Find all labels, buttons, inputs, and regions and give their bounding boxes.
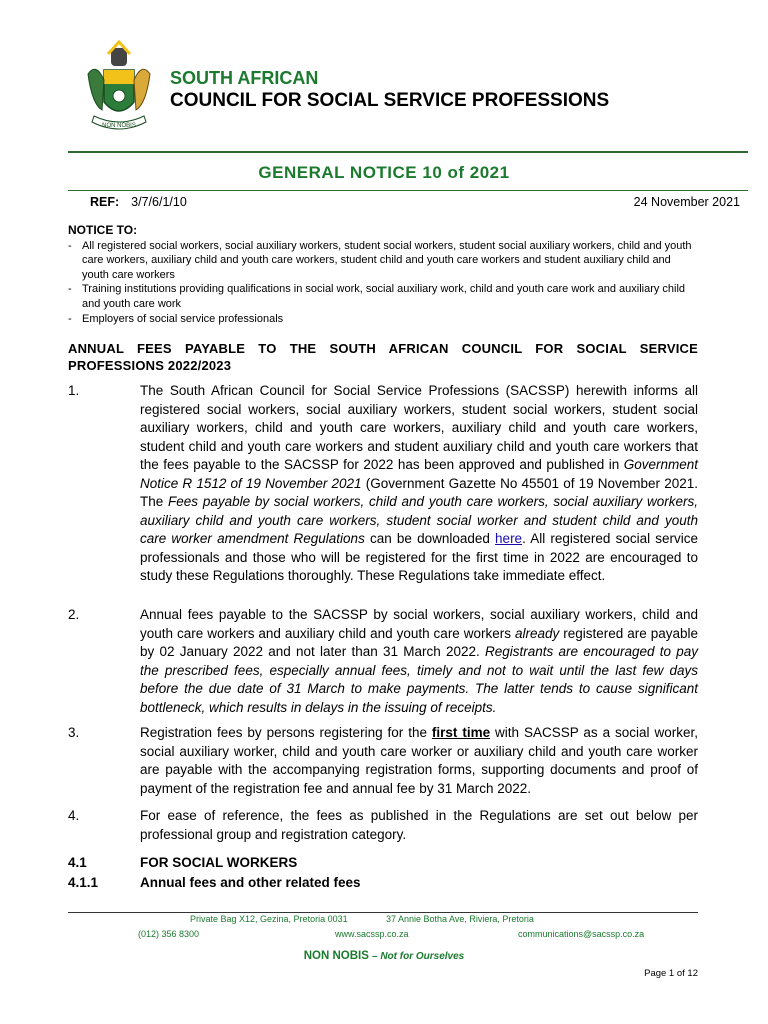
footer-divider [68,912,698,913]
paragraph-2: 2. Annual fees payable to the SACSSP by social workers, social auxiliary workers, child and youth care workers and auxiliary child and youth care workers already registered are payable by 02 January 2022 and not later than 31 March 2022. Registrants are encouraged to pay the prescribed fees, especially annual fees, timely and not to wait until the last few days before the due date of 31 March to make payments. The latter tends to cause significant bottleneck, which results in delays in the issuing of receipts. [68,607,698,715]
coat-of-arms-logo [84,40,154,136]
footer-email[interactable]: communications@sacssp.co.za [518,929,645,939]
page-number: Page 1 of 12 [644,968,698,979]
footer-motto: NON NOBIS – Not for Ourselves [303,950,465,962]
list-item: - All registered social workers, social auxiliary workers, student social workers, student social auxiliary workers, child and youth care workers, auxiliary child and youth care workers, student child and youth care workers and student auxiliary child and youth care workers [68,239,692,281]
organisation-name [170,67,609,113]
paragraph-3: 3. Registration fees by persons registering for the first time with SACSSP as a social worker, social auxiliary worker, child and youth care worker or auxiliary child and youth care worker are payable with the accompanying registration forms, supporting documents and proof of payment of the registration fee and annual fee by 31 March 2022. [68,725,698,796]
header-divider [68,151,748,153]
notice-to-block [68,223,700,326]
notice-date: 24 November 2021 [633,195,740,209]
paragraph-4: 4. For ease of reference, the fees as published in the Regulations are set out below per professional group and registration category. [68,808,698,842]
footer-phone: (012) 356 8300 [138,929,200,939]
list-item: - Employers of social service professionals [68,312,284,325]
section-heading: ANNUAL FEES PAYABLE TO THE SOUTH AFRICAN COUNCIL FOR SOCIAL SERVICE PROFESSIONS 2022/2023 [68,341,698,373]
footer-street-address: 37 Annie Botha Ave, Riviera, Pretoria [386,914,534,924]
ref-label: REF: [90,195,120,209]
footer-website[interactable]: www.sacssp.co.za [335,929,409,939]
reference [90,195,187,209]
org-line-2: COUNCIL FOR SOCIAL SERVICE PROFESSIONS [170,90,610,111]
list-item: - Training institutions providing qualifications in social work, social auxiliary work, child and youth care work and auxiliary child and youth care work [68,283,686,310]
crest-motto: NON NOBIS [102,123,136,129]
subsection-4-1-1: 4.1.1 Annual fees and other related fees [68,875,361,890]
org-line-1: SOUTH AFRICAN [170,68,319,88]
download-regulations-link[interactable]: here [495,531,523,546]
subsection-4-1: 4.1 FOR SOCIAL WORKERS [68,855,298,870]
notice-title: GENERAL NOTICE 10 of 2021 [258,163,510,182]
paragraph-1: 1. The South African Council for Social Service Professions (SACSSP) herewith informs all registered social workers, social auxiliary workers, student social workers, student social auxiliary workers, child and youth care workers, auxiliary child and youth care workers, student child and youth care workers and student auxiliary child and youth care workers that the fees payable to the SACSSP for 2022 has been approved and published in Government Notice R 1512 of 19 November 2021 (Government Gazette No 45501 of 19 November 2021. The Fees payable by social workers, child and youth care workers, social auxiliary workers, auxiliary child and youth care workers, student social worker and student child and youth care worker amendment Regulations can be downloaded here. All registered social service professionals and those who will be registered for the first time in 2022 are encouraged to study these Regulations thoroughly. These Regulations take immediate effect. [68,383,699,583]
title-divider [68,190,748,191]
notice-to-heading: NOTICE TO: [68,223,138,237]
ref-value: 3/7/6/1/10 [131,195,187,209]
footer-postal-address: Private Bag X12, Gezina, Pretoria 0031 [190,914,348,924]
